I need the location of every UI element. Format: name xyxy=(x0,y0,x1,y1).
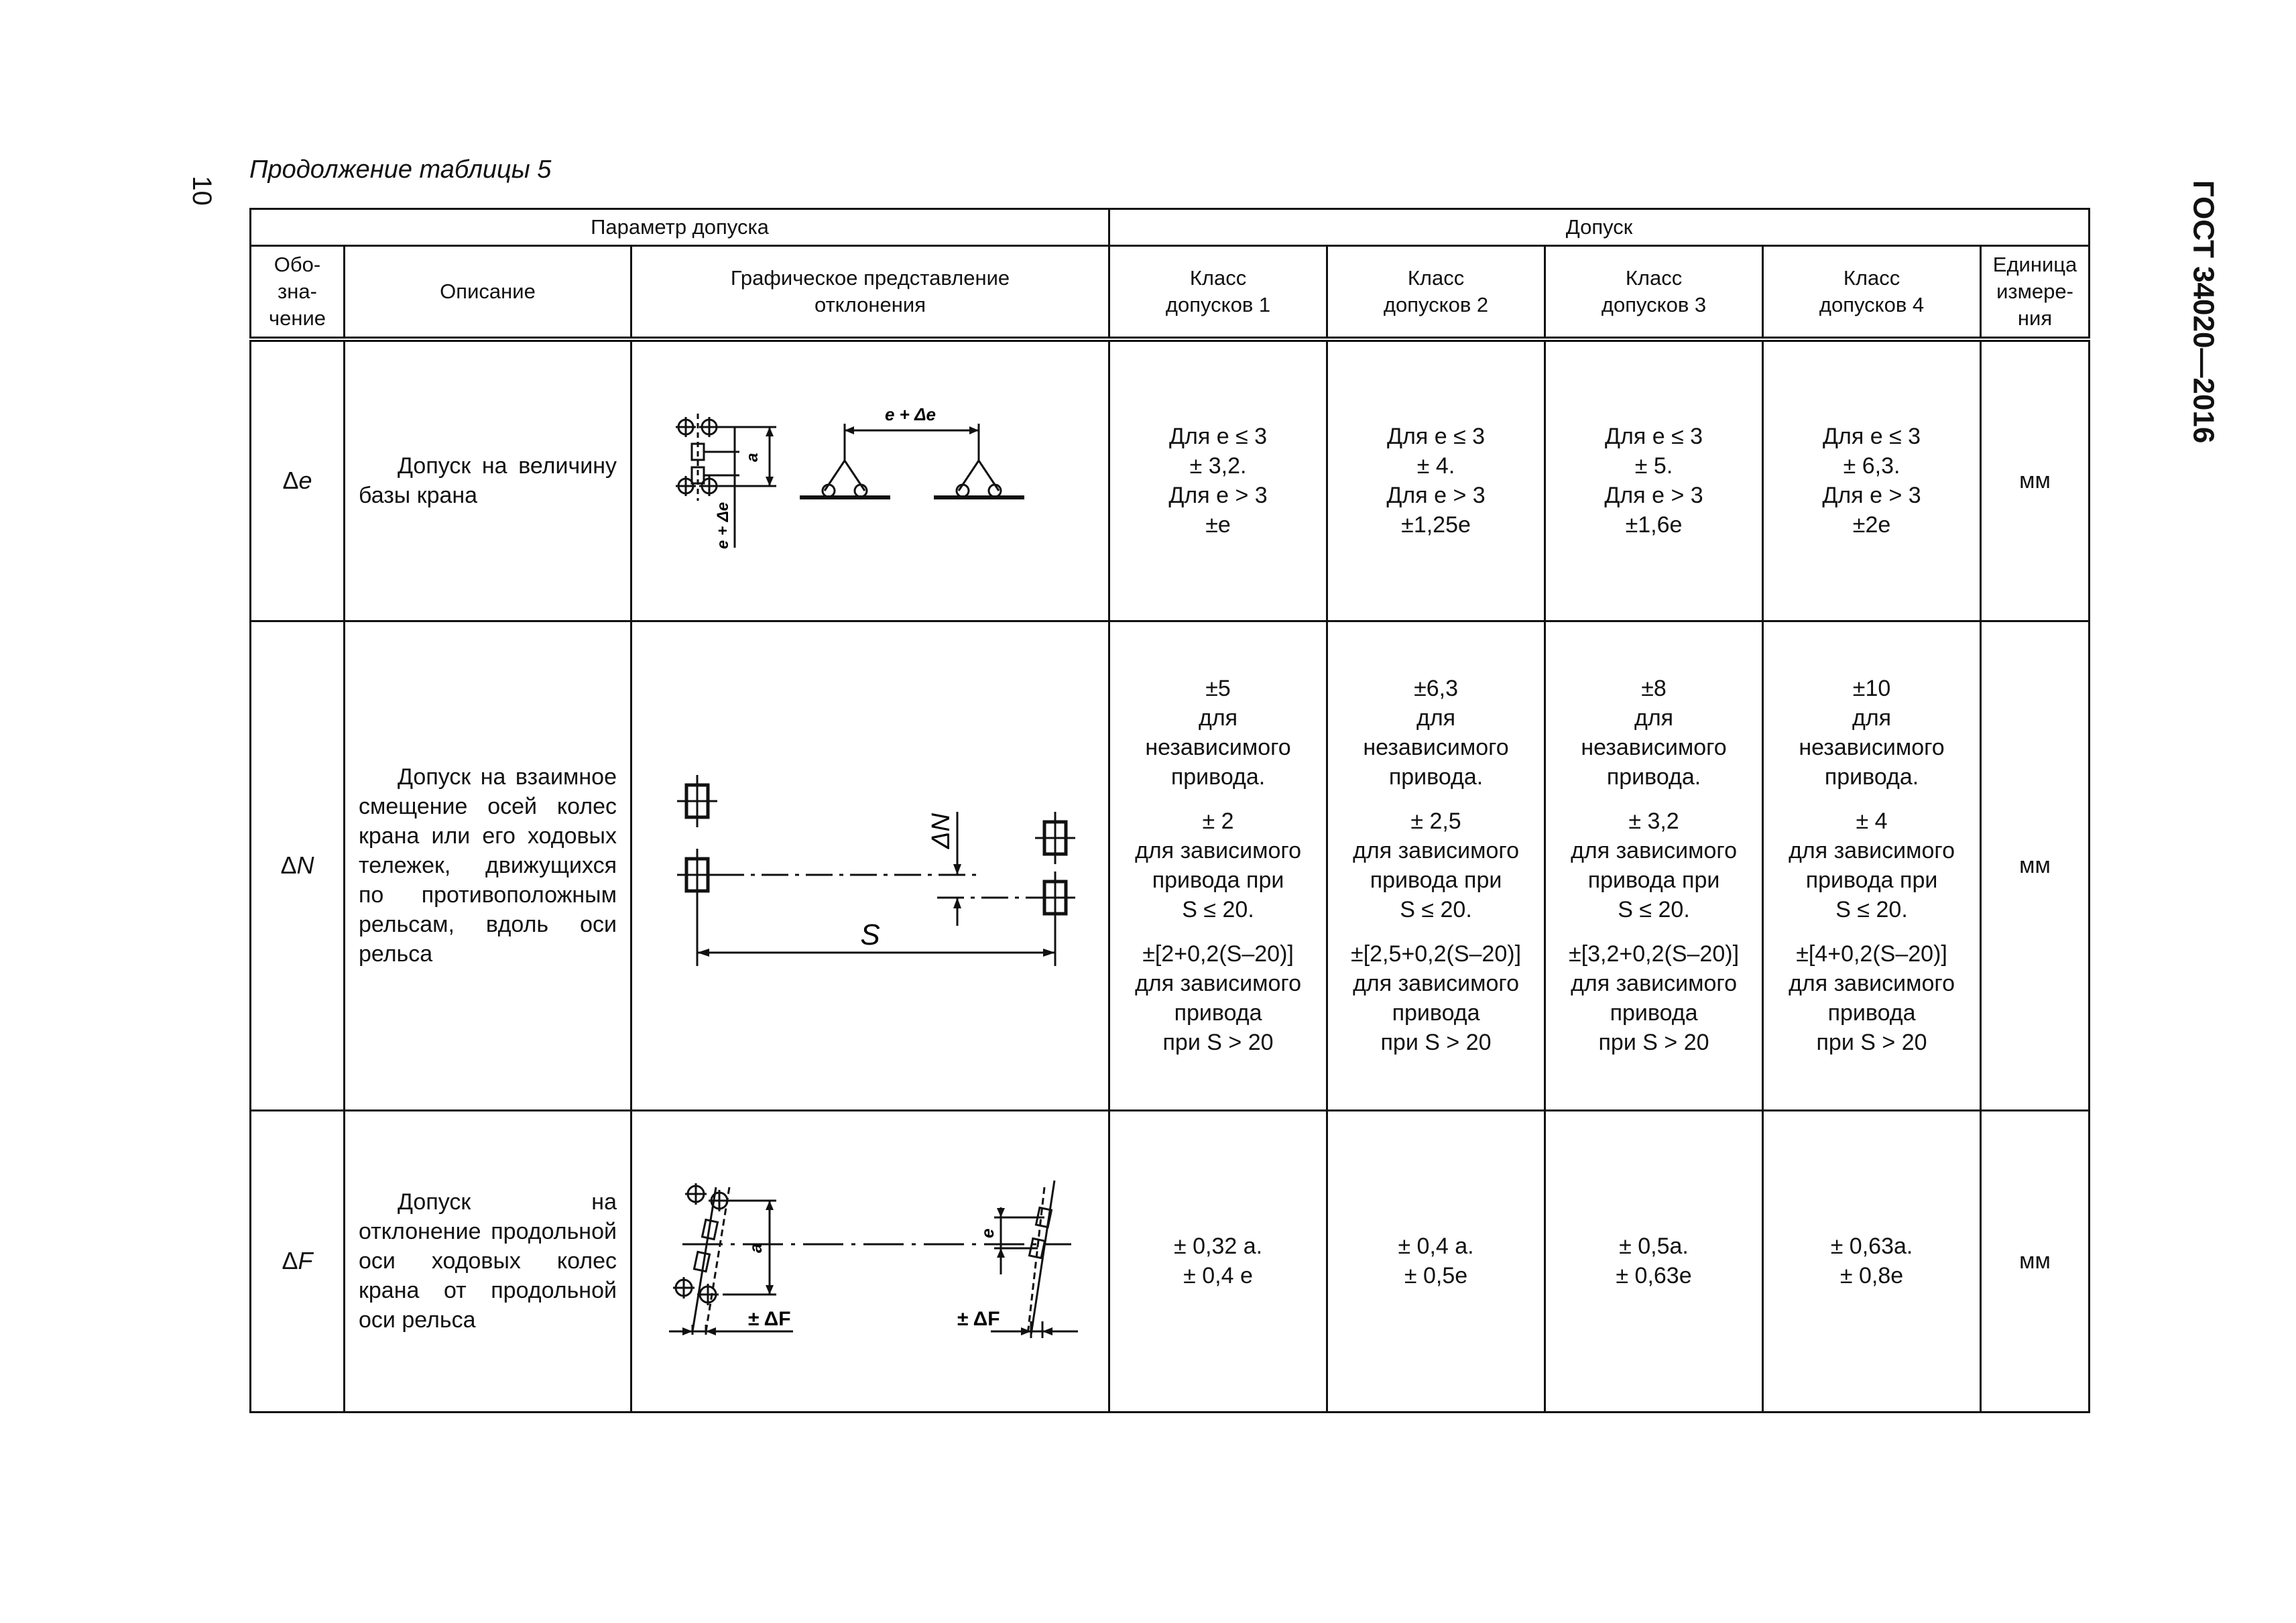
table-row xyxy=(251,339,2090,621)
header-row-columns xyxy=(251,246,2090,340)
header-tolerance: Допуск xyxy=(1109,209,2090,246)
table-row xyxy=(251,621,2090,1110)
standard-designation: ГОСТ 34020—2016 xyxy=(2187,180,2220,444)
label-e-delta-e-vertical: e + Δe xyxy=(714,502,733,550)
header-class-1: Класс допусков 1 xyxy=(1109,246,1327,340)
axis-deviation-diagram xyxy=(642,1167,1098,1355)
label-delta-f-left: ± ΔF xyxy=(748,1308,791,1330)
row-unit: мм xyxy=(1981,621,2090,1110)
header-class-2: Класс допусков 2 xyxy=(1327,246,1545,340)
header-symbol: Обо- зна- чение xyxy=(251,246,345,340)
class-1-value: Для e ≤ 3 ± 3,2. Для e > 3 ±e xyxy=(1109,339,1327,621)
row-graphic xyxy=(631,339,1109,621)
header-class-4: Класс допусков 4 xyxy=(1763,246,1981,340)
class-1-value: ±5 для независимого привода. ± 2 для зависимого привода при S ≤ 20. ±[2+0,2(S–20)] для зависимого привода при S > 20 xyxy=(1109,621,1327,1110)
header-class-3: Класс допусков 3 xyxy=(1545,246,1763,340)
header-unit: Единица измере-ния xyxy=(1981,246,2090,340)
table-caption: Продолжение таблицы 5 xyxy=(249,156,552,184)
class-3-value: ± 0,5a. ± 0,63e xyxy=(1545,1110,1763,1412)
row-unit: мм xyxy=(1981,1110,2090,1412)
row-symbol: Δe xyxy=(251,339,345,621)
header-row-group xyxy=(251,209,2090,246)
table-row xyxy=(251,1110,2090,1412)
row-description: Допуск на величину базы крана xyxy=(345,339,631,621)
label-e-delta-e: e + Δe xyxy=(885,404,936,425)
class-4-value: ±10 для независимого привода. ± 4 для зависимого привода при S ≤ 20. ±[4+0,2(S–20)] для зависимого привода при S > 20 xyxy=(1763,621,1981,1110)
label-s: S xyxy=(860,918,880,951)
row-graphic xyxy=(631,1110,1109,1412)
tolerance-table xyxy=(249,208,2090,1413)
header-description: Описание xyxy=(345,246,631,340)
label-a: a xyxy=(743,453,762,463)
row-description: Допуск на отклонение продольной оси ходовых колес крана от продольной оси рельса xyxy=(345,1110,631,1412)
label-delta-n: ΔN xyxy=(927,813,956,849)
label-delta-f-right: ± ΔF xyxy=(957,1308,1000,1330)
row-symbol: ΔN xyxy=(251,621,345,1110)
row-graphic xyxy=(631,621,1109,1110)
class-4-value: ± 0,63a. ± 0,8e xyxy=(1763,1110,1981,1412)
label-e: e xyxy=(977,1228,998,1238)
class-3-value: ±8 для независимого привода. ± 3,2 для зависимого привода при S ≤ 20. ±[3,2+0,2(S–20)] для зависимого привода при S > 20 xyxy=(1545,621,1763,1110)
label-a: a xyxy=(745,1243,766,1253)
row-unit: мм xyxy=(1981,339,2090,621)
crane-base-diagram xyxy=(642,394,1098,568)
row-description: Допуск на взаимное смещение осей колес крана или его ходовых тележек, движущихся по противоположным рельсам, вдоль оси рельса xyxy=(345,621,631,1110)
header-parameter: Параметр допуска xyxy=(251,209,1109,246)
class-3-value: Для e ≤ 3 ± 5. Для e > 3 ±1,6e xyxy=(1545,339,1763,621)
class-2-value: Для e ≤ 3 ± 4. Для e > 3 ±1,25e xyxy=(1327,339,1545,621)
class-4-value: Для e ≤ 3 ± 6,3. Для e > 3 ±2e xyxy=(1763,339,1981,621)
class-2-value: ± 0,4 a. ± 0,5e xyxy=(1327,1110,1545,1412)
axis-offset-diagram xyxy=(642,758,1098,973)
class-1-value: ± 0,32 a. ± 0,4 e xyxy=(1109,1110,1327,1412)
header-graphic: Графическое представление отклонения xyxy=(631,246,1109,340)
row-symbol: ΔF xyxy=(251,1110,345,1412)
class-2-value: ±6,3 для независимого привода. ± 2,5 для зависимого привода при S ≤ 20. ±[2,5+0,2(S–20)] для зависимого привода при S > 20 xyxy=(1327,621,1545,1110)
page-number: 10 xyxy=(186,176,217,206)
